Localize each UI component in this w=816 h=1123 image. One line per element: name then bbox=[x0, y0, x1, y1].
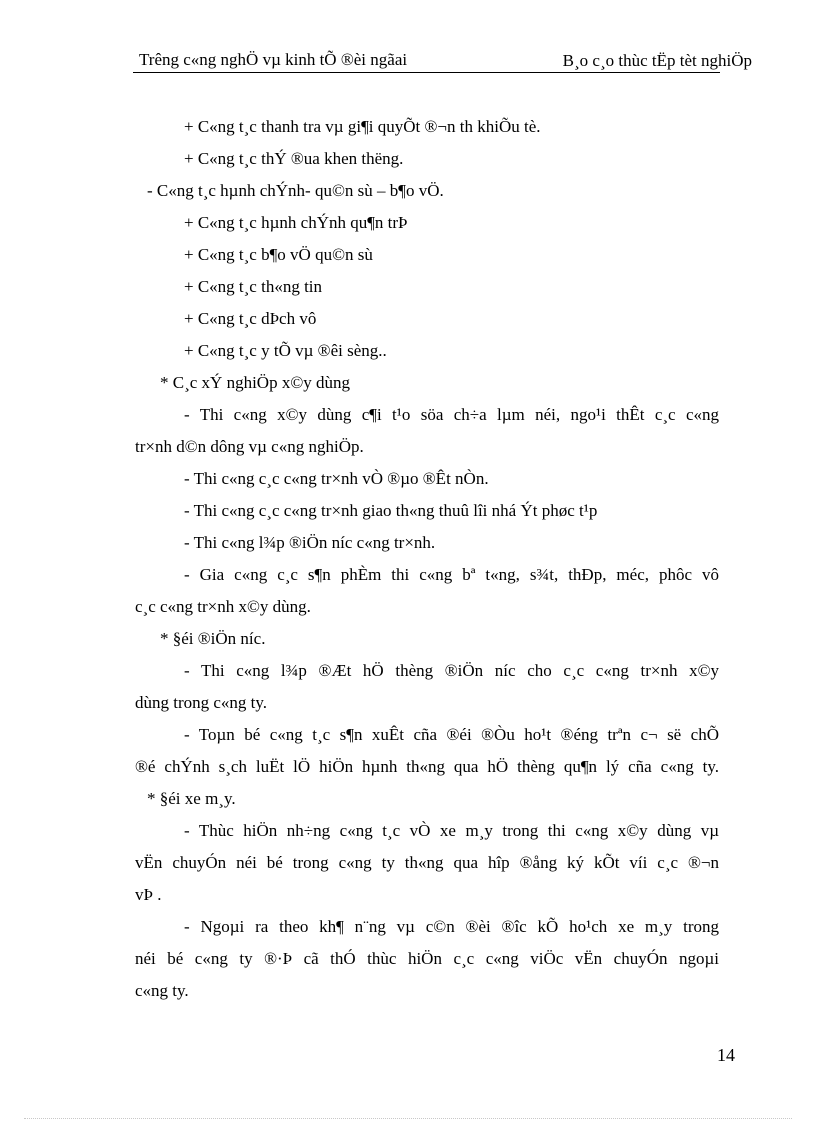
text-line: - Thi c«ng x©y dùng c¶i t¹o söa ch÷a lµm néi, ngo¹i thÊt c¸c c«ng bbox=[184, 405, 719, 424]
header-school-name: Trêng c«ng nghÖ vµ kinh tÕ ®èi ngãai bbox=[139, 50, 408, 69]
header-report-title: B¸o c¸o thùc tËp tèt nghiÖp bbox=[562, 51, 752, 70]
page-number: 14 bbox=[717, 1045, 735, 1065]
text-line: - Thi c«ng l¾p ®iÖn níc c«ng tr×nh. bbox=[184, 533, 436, 552]
text-line: vÞ . bbox=[135, 885, 162, 904]
text-line: tr×nh d©n dông vµ c«ng nghiÖp. bbox=[135, 437, 364, 456]
text-line: - Thi c«ng c¸c c«ng tr×nh vÒ ®µo ®Êt nÒn. bbox=[184, 469, 489, 488]
text-line: - Thi c«ng l¾p ®Æt hÖ thèng ®iÖn níc cho c¸c c«ng tr×nh x©y bbox=[184, 661, 719, 680]
text-line: - Thùc hiÖn nh÷ng c«ng t¸c vÒ xe m¸y trong thi c«ng x©y dùng vµ bbox=[184, 821, 719, 840]
text-line: c«ng ty. bbox=[135, 981, 189, 1000]
text-line: - Toµn bé c«ng t¸c s¶n xuÊt cña ®éi ®Òu ho¹t ®éng trªn c¬ së chÕ bbox=[184, 725, 719, 744]
text-line: vËn chuyÓn néi bé trong c«ng ty th«ng qua hîp ®ång ký kÕt víi c¸c ®¬n bbox=[135, 853, 719, 872]
page-body bbox=[135, 111, 719, 1007]
text-line: - Ngoµi ra theo kh¶ n¨ng vµ c©n ®èi ®îc kÕ ho¹ch xe m¸y trong bbox=[184, 917, 719, 936]
section-heading: * §éi ®iÖn níc. bbox=[160, 629, 266, 648]
text-line: c¸c c«ng tr×nh x©y dùng. bbox=[135, 597, 311, 616]
text-line: + C«ng t¸c thÝ ®ua khen thëng. bbox=[184, 149, 404, 168]
text-line: + C«ng t¸c y tÕ vµ ®êi sèng.. bbox=[184, 341, 387, 360]
text-line: - C«ng t¸c hµnh chÝnh- qu©n sù – b¶o vÖ. bbox=[147, 181, 444, 200]
text-line: + C«ng t¸c hµnh chÝnh qu¶n trÞ bbox=[184, 213, 408, 232]
text-line: + C«ng t¸c th«ng tin bbox=[184, 277, 323, 296]
text-line: dùng trong c«ng ty. bbox=[135, 693, 268, 712]
text-line: + C«ng t¸c dÞch vô bbox=[184, 309, 317, 328]
section-heading: * §éi xe m¸y. bbox=[147, 789, 236, 808]
text-line: néi bé c«ng ty ®·Þ cã thÓ thùc hiÖn c¸c c«ng viÖc vËn chuyÓn ngoµi bbox=[135, 949, 719, 968]
section-heading: * C¸c xÝ nghiÖp x©y dùng bbox=[160, 373, 350, 392]
page-bottom-divider bbox=[24, 1118, 792, 1119]
text-line: - Thi c«ng c¸c c«ng tr×nh giao th«ng thuû lîi nhá Ýt phøc t¹p bbox=[184, 501, 598, 520]
text-line: + C«ng t¸c thanh tra vµ gi¶i quyÕt ®¬n th khiÕu tè. bbox=[184, 117, 541, 136]
page-header bbox=[133, 46, 752, 73]
text-line: - Gia c«ng c¸c s¶n phÈm thi c«ng bª t«ng, s¾t, thÐp, méc, phôc vô bbox=[184, 565, 719, 584]
text-line: + C«ng t¸c b¶o vÖ qu©n sù bbox=[184, 245, 373, 264]
text-line: ®é chÝnh s¸ch luËt lÖ hiÖn hµnh th«ng qua hÖ thèng qu¶n lý cña c«ng ty. bbox=[135, 757, 719, 776]
